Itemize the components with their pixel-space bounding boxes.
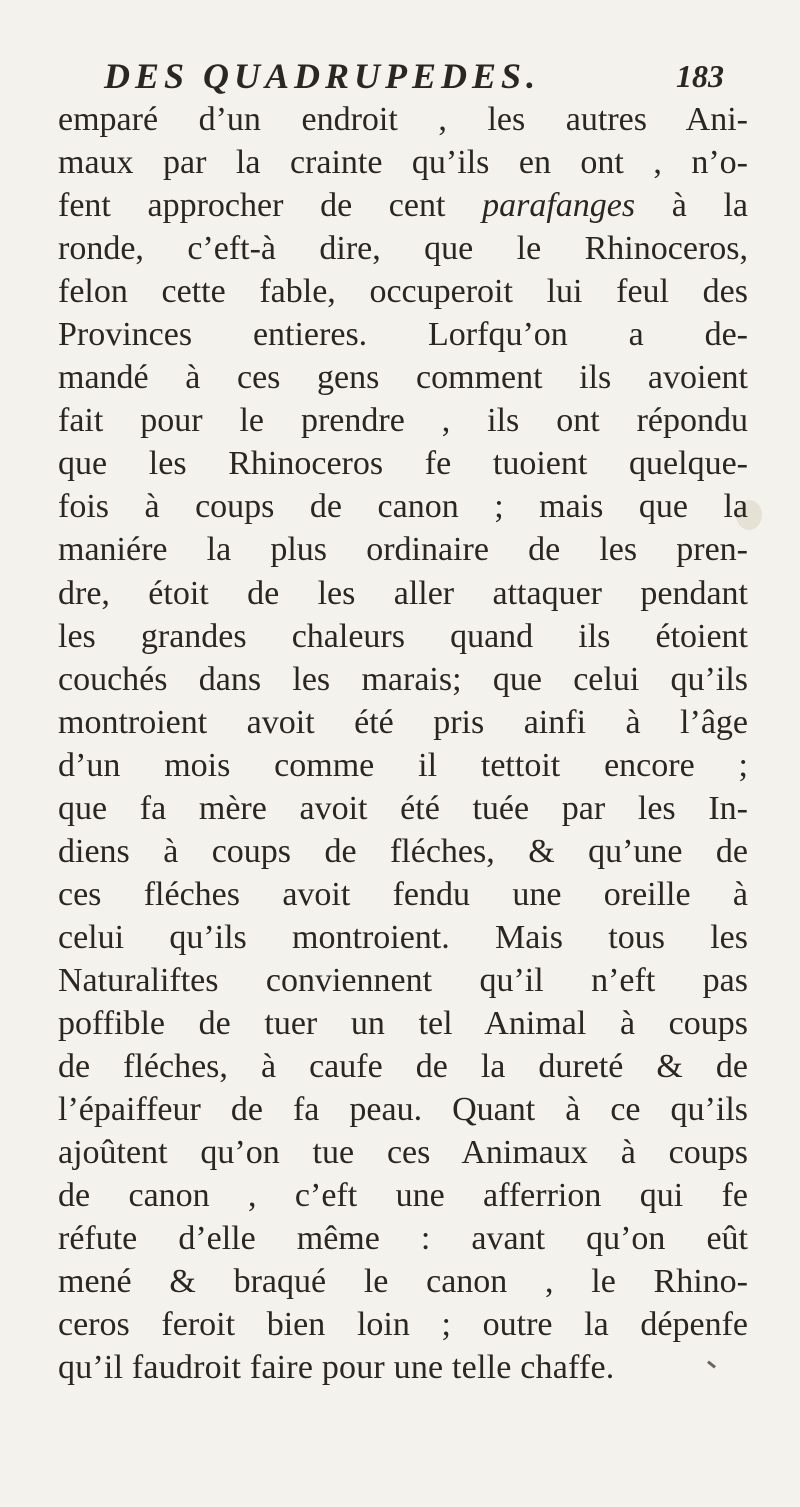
text-line: d’un mois comme il tettoit encore ;	[58, 746, 748, 784]
text-line: ajoûtent qu’on tue ces Animaux à coups	[58, 1134, 748, 1172]
text-line: de canon , c’eft une afferrion qui fe	[58, 1177, 748, 1215]
text-line: celui qu’ils montroient. Mais tous les	[58, 918, 748, 956]
text-line: felon cette fable, occuperoit lui feul des	[58, 273, 748, 311]
text-line: maniére la plus ordinaire de les pren-	[58, 531, 748, 569]
running-head: DES QUADRUPEDES.	[104, 56, 541, 96]
text-line: emparé d’un endroit , les autres Ani-	[58, 101, 748, 138]
body-text	[58, 98, 748, 1389]
text-line: l’épaiffeur de fa peau. Quant à ce qu’ils	[58, 1091, 748, 1129]
text-line: maux par la crainte qu’ils en ont , n’o-	[58, 144, 748, 182]
text-line-end: à la	[671, 187, 749, 225]
page-header	[0, 54, 800, 98]
text-line: montroient avoit été pris ainfi à l’âge	[58, 703, 748, 741]
text-line: dre, étoit de les aller attaquer pendant	[58, 574, 748, 612]
text-line: ronde, c’eft-à dire, que le Rhinoceros,	[58, 230, 748, 268]
text-line: les grandes chaleurs quand ils étoient	[58, 617, 748, 655]
page-number: 183	[676, 58, 724, 94]
text-line: de fléches, à caufe de la dureté & de	[58, 1048, 748, 1086]
text-line-start: fent approcher de cent	[58, 187, 446, 225]
text-line: fois à coups de canon ; mais que la	[58, 488, 748, 526]
text-line: Naturaliftes conviennent qu’il n’eft pas	[58, 961, 748, 999]
text-line: couchés dans les marais; que celui qu’ils	[58, 660, 748, 698]
text-line: ces fléches avoit fendu une oreille à	[58, 875, 748, 913]
text-line: fait pour le prendre , ils ont répondu	[58, 402, 748, 440]
italic-term: parafanges	[482, 187, 636, 225]
text-line	[58, 184, 748, 227]
text-line: diens à coups de fléches, & qu’une de	[58, 832, 748, 870]
text-line: ceros feroit bien loin ; outre la dépenfe	[58, 1306, 748, 1344]
text-line: que fa mère avoit été tuée par les In-	[58, 789, 748, 827]
text-line: Provinces entieres. Lorfqu’on a de-	[58, 316, 748, 354]
text-line: poffible de tuer un tel Animal à coups	[58, 1004, 748, 1042]
text-line: que les Rhinoceros fe tuoient quelque-	[58, 445, 748, 483]
text-line: mené & braqué le canon , le Rhino-	[58, 1263, 748, 1301]
text-line: mandé à ces gens comment ils avoient	[58, 359, 748, 397]
text-line: qu’il faudroit faire pour une telle chaffe.	[58, 1349, 615, 1387]
text-line: réfute d’elle même : avant qu’on eût	[58, 1220, 748, 1258]
